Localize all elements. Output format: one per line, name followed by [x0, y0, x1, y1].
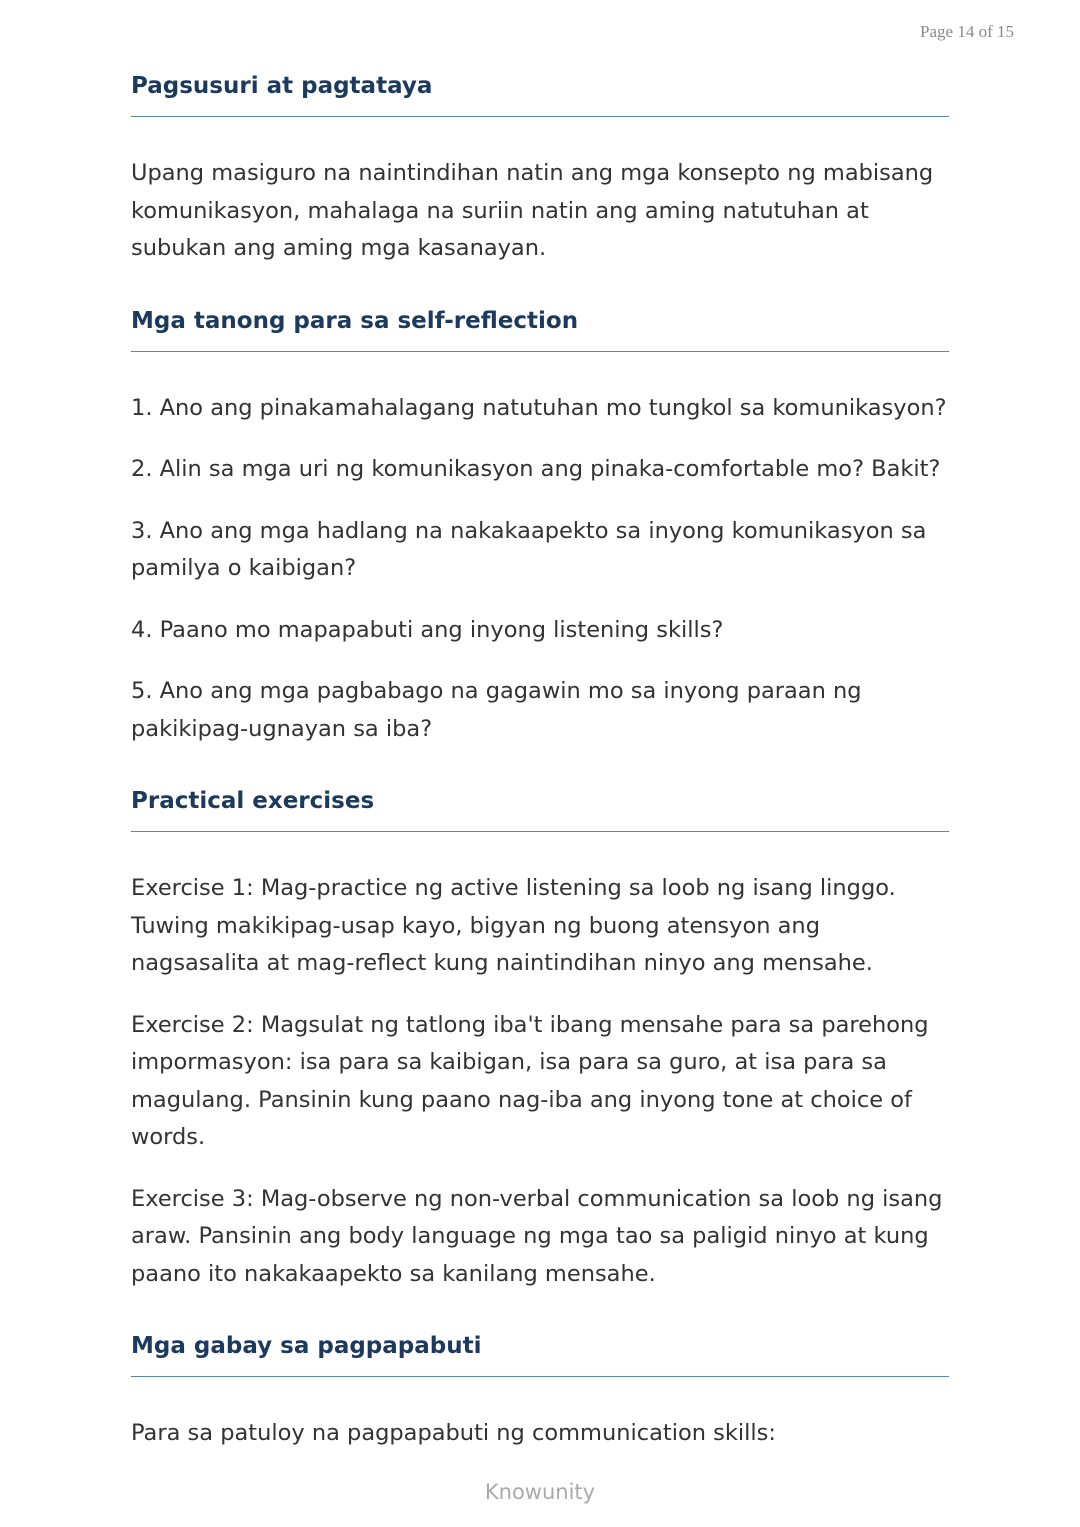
reflection-question-4: 4. Paano mo mapapabuti ang inyong listening skills? [131, 616, 724, 643]
exercise-3: Exercise 3: Mag-observe ng non-verbal communication sa loob ng isang araw. Pansinin ang body language ng mga tao sa paligid ninyo at kung paano ito nakakaapekto sa kanilang mensahe. [131, 1185, 943, 1287]
footer-brand: Knowunity [484, 1480, 596, 1504]
section-divider [131, 116, 949, 117]
section-divider [131, 351, 949, 352]
section-title-mga-gabay: Mga gabay sa pagpapabuti [131, 1333, 482, 1359]
reflection-question-2: 2. Alin sa mga uri ng komunikasyon ang pinaka-comfortable mo? Bakit? [131, 456, 941, 482]
gabay-intro: Para sa patuloy na pagpapabuti ng communication skills: [131, 1420, 776, 1446]
reflection-question-5: 5. Ano ang mga pagbabago na gagawin mo sa inyong paraan ng pakikipag-ugnayan sa iba? [131, 678, 862, 742]
intro-paragraph: Upang masiguro na naintindihan natin ang mga konsepto ng mabisang komunikasyon, mahalaga na suriin natin ang aming natutuhan at subukan ang aming mga kasanayan. [131, 160, 934, 261]
document-body [131, 70, 949, 1453]
section-title-self-reflection: Mga tanong para sa self-reflection [131, 307, 579, 334]
page-number: Page 14 of 15 [920, 22, 1014, 41]
section-divider [131, 831, 949, 832]
reflection-question-1: 1. Ano ang pinakamahalagang natutuhan mo tungkol sa komunikasyon? [131, 394, 947, 421]
section-title-pagsusuri: Pagsusuri at pagtataya [131, 73, 433, 99]
exercise-1: Exercise 1: Mag-practice ng active listening sa loob ng isang linggo. Tuwing makikipag-usap kayo, bigyan ng buong atensyon ang nagsasalita at mag-reflect kung naintindihan ninyo ang mensahe. [131, 875, 896, 976]
reflection-question-3: 3. Ano ang mga hadlang na nakakaapekto sa inyong komunikasyon sa pamilya o kaibigan? [131, 517, 927, 581]
section-title-practical-exercises: Practical exercises [131, 788, 375, 814]
exercise-2: Exercise 2: Magsulat ng tatlong iba't ibang mensahe para sa parehong impormasyon: isa para sa kaibigan, isa para sa guro, at isa para sa magulang. Pansinin kung paano nag-iba ang inyong tone at choice of words. [131, 1011, 929, 1150]
section-divider [131, 1376, 949, 1377]
